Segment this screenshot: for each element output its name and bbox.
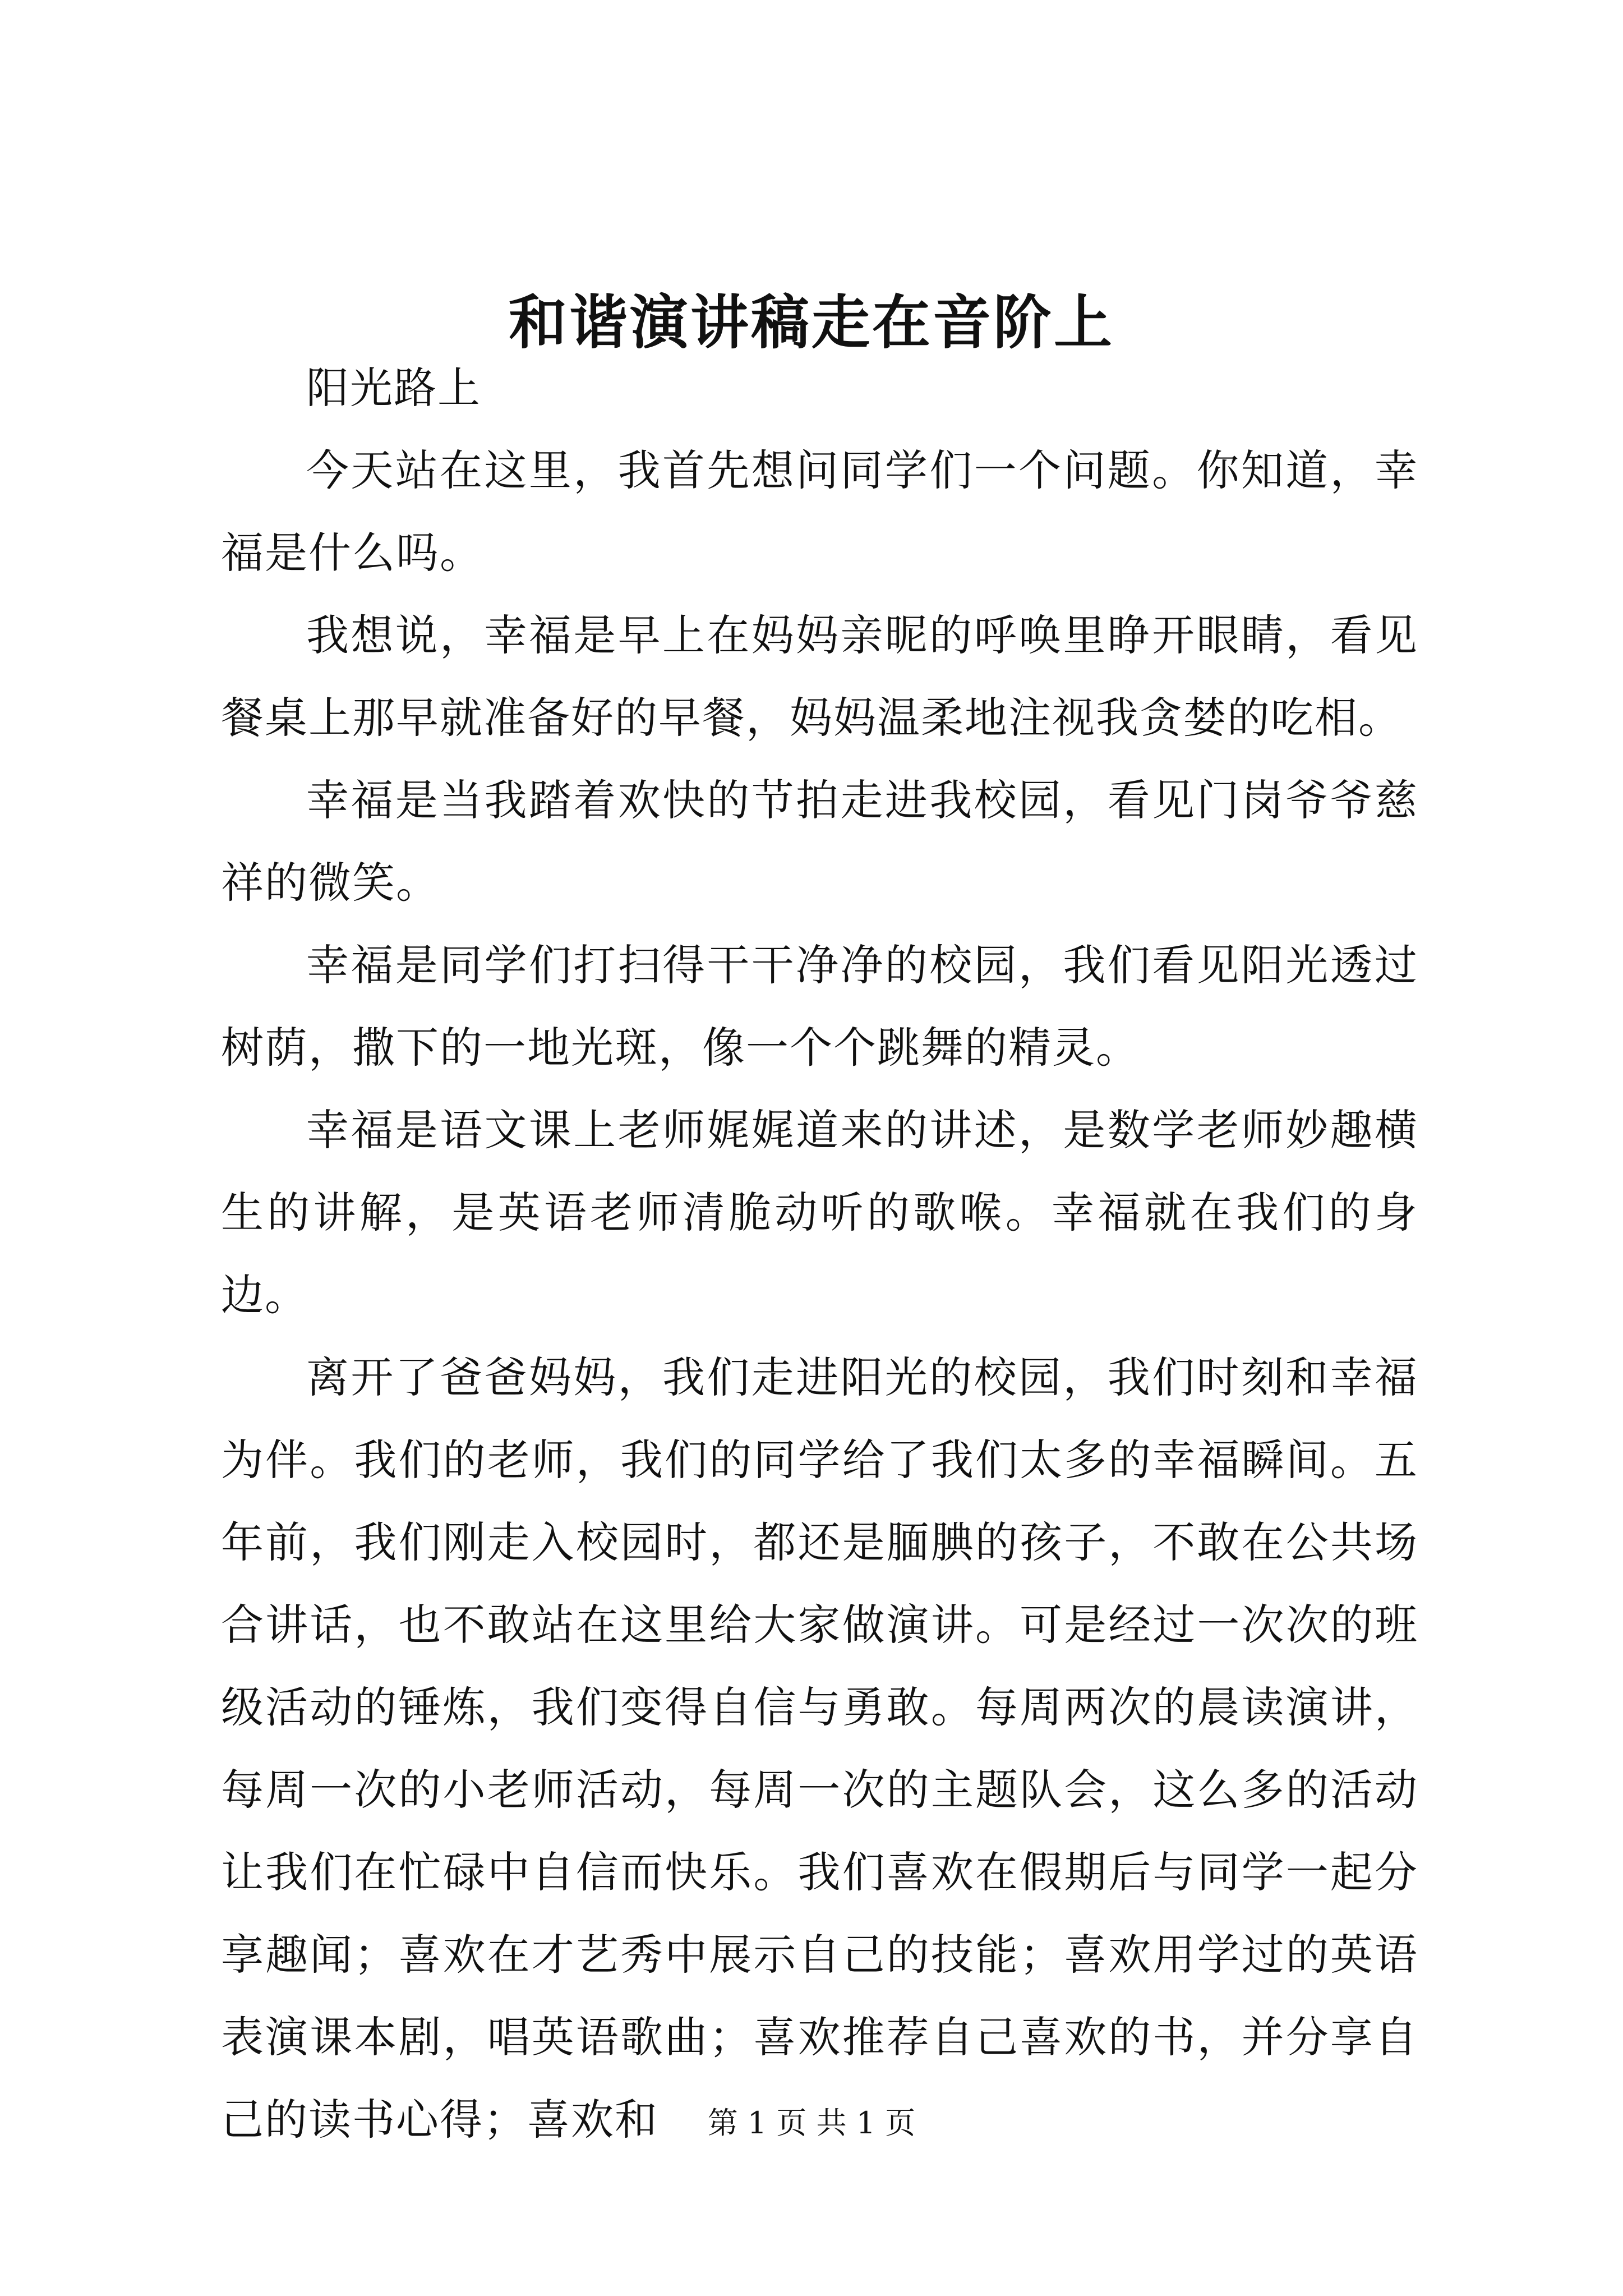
page-footer: 第 1 页 共 1 页	[707, 2105, 916, 2141]
paragraph: 今天站在这里，我首先想问同学们一个问题。你知道，幸福是什么吗。	[221, 445, 1418, 578]
paragraph: 我想说，幸福是早上在妈妈亲昵的呼唤里睁开眼睛，看见餐桌上那早就准备好的早餐，妈妈温柔地注视我贪婪的吃相。	[221, 610, 1418, 743]
paragraph: 幸福是当我踏着欢快的节拍走进我校园，看见门岗爷爷慈祥的微笑。	[221, 775, 1418, 908]
paragraph-author: 阳光路上	[306, 363, 481, 413]
document-body	[221, 347, 1418, 2161]
document-title: 和谐演讲稿走在音阶上	[508, 288, 1114, 357]
paragraph: 离开了爸爸妈妈，我们走进阳光的校园，我们时刻和幸福为伴。我们的老师，我们的同学给了我们太多的幸福瞬间。五年前，我们刚走入校园时，都还是腼腆的孩子，不敢在公共场合讲话，也不敢站在这里给大家做演讲。可是经过一次次的班级活动的锤炼，我们变得自信与勇敢。每周两次的晨读演讲，每周一次的小老师活动，每周一次的主题队会，这么多的活动让我们在忙碌中自信而快乐。我们喜欢在假期后与同学一起分享趣闻；喜欢在才艺秀中展示自己的技能；喜欢用学过的英语表演课本剧，唱英语歌曲；喜欢推荐自己喜欢的书，并分享自己的读书心得；喜欢和	[221, 1352, 1418, 2145]
paragraph: 幸福是语文课上老师娓娓道来的讲述，是数学老师妙趣横生的讲解，是英语老师清脆动听的歌喉。幸福就在我们的身边。	[221, 1105, 1418, 1320]
paragraph: 幸福是同学们打扫得干干净净的校园，我们看见阳光透过树荫，撒下的一地光斑，像一个个跳舞的精灵。	[221, 940, 1418, 1073]
